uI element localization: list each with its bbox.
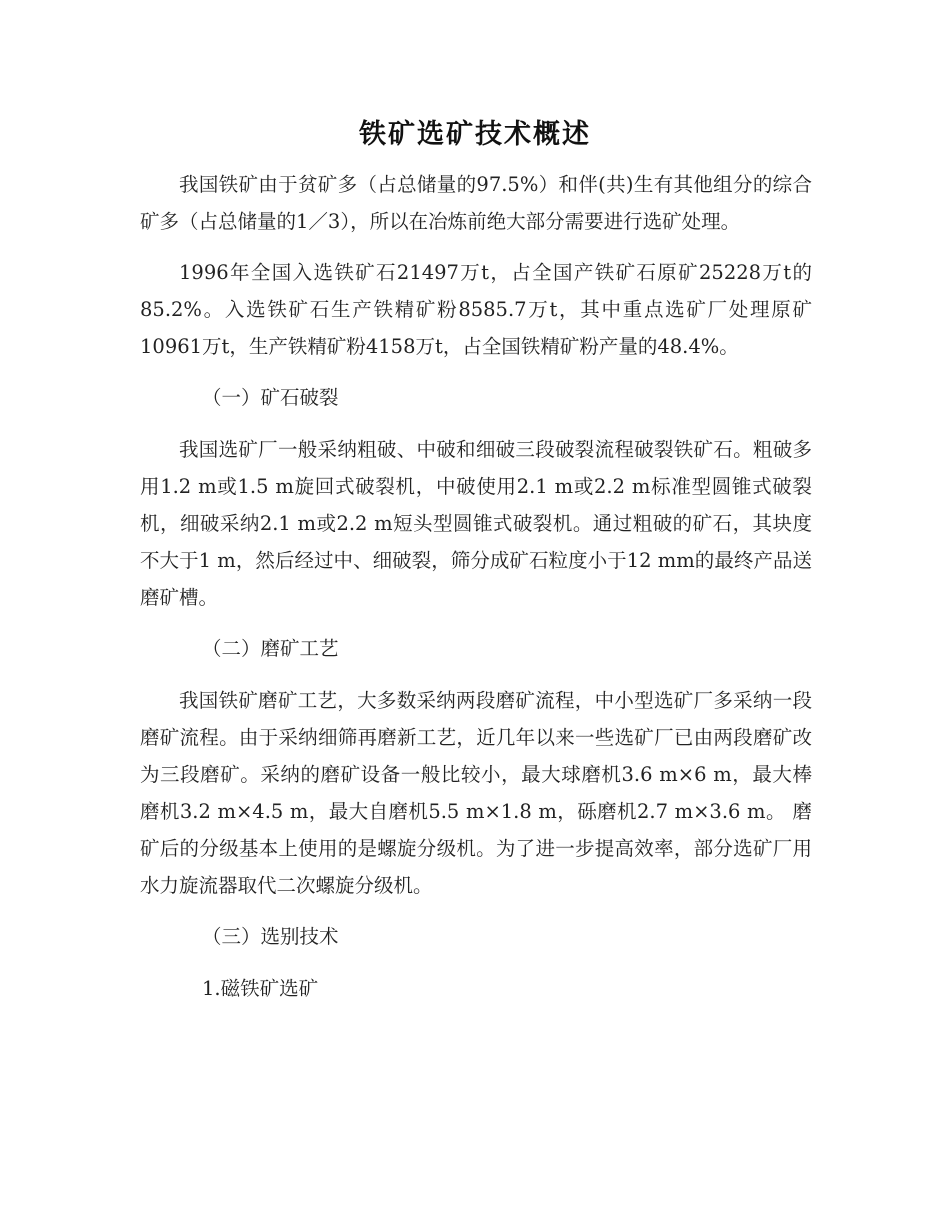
paragraph-grinding: 我国铁矿磨矿工艺，大多数采纳两段磨矿流程，中小型选矿厂多采纳一段磨矿流程。由于采纳细筛再磨新工艺，近几年以来一些选矿厂已由两段磨矿改为三段磨矿。采纳的磨矿设备一般比较小，最大球磨机3.6 m×6 m，最大棒磨机3.2 m×4.5 m，最大自磨机5.5 m×1.8 m，砾磨机2.7 m×3.6 m。 磨矿后的分级基本上使用的是螺旋分级机。为了进一步提高效率，部分选矿厂用水力旋流器取代二次螺旋分级机。 — [140, 689, 812, 897]
section-heading-grinding: （二）磨矿工艺 — [202, 637, 339, 660]
section-heading-crushing: （一）矿石破裂 — [202, 386, 339, 409]
subsection-heading-magnetite: 1.磁铁矿选矿 — [202, 977, 319, 1000]
section-heading-separation: （三）选别技术 — [202, 925, 339, 948]
paragraph-crushing: 我国选矿厂一般采纳粗破、中破和细破三段破裂流程破裂铁矿石。粗破多用1.2 m或1.5 m旋回式破裂机，中破使用2.1 m或2.2 m标准型圆锥式破裂机，细破采纳2.1 m或2.2 m短头型圆锥式破裂机。通过粗破的矿石，其块度不大于1 m，然后经过中、细破裂，筛分成矿石粒度小于12 mm的最终产品送磨矿槽。 — [140, 438, 812, 609]
document-title: 铁矿选矿技术概述 — [359, 119, 591, 150]
document-body — [140, 166, 812, 1007]
paragraph-intro: 我国铁矿由于贫矿多（占总储量的97.5%）和伴(共)生有其他组分的综合矿多（占总储量的1／3），所以在冶炼前绝大部分需要进行选矿处理。 — [140, 173, 812, 233]
paragraph-statistics: 1996年全国入选铁矿石21497万t，占全国产铁矿石原矿25228万t的85.2%。入选铁矿石生产铁精矿粉8585.7万t，其中重点选矿厂处理原矿10961万t，生产铁精矿粉4158万t，占全国铁精矿粉产量的48.4%。 — [140, 261, 812, 358]
